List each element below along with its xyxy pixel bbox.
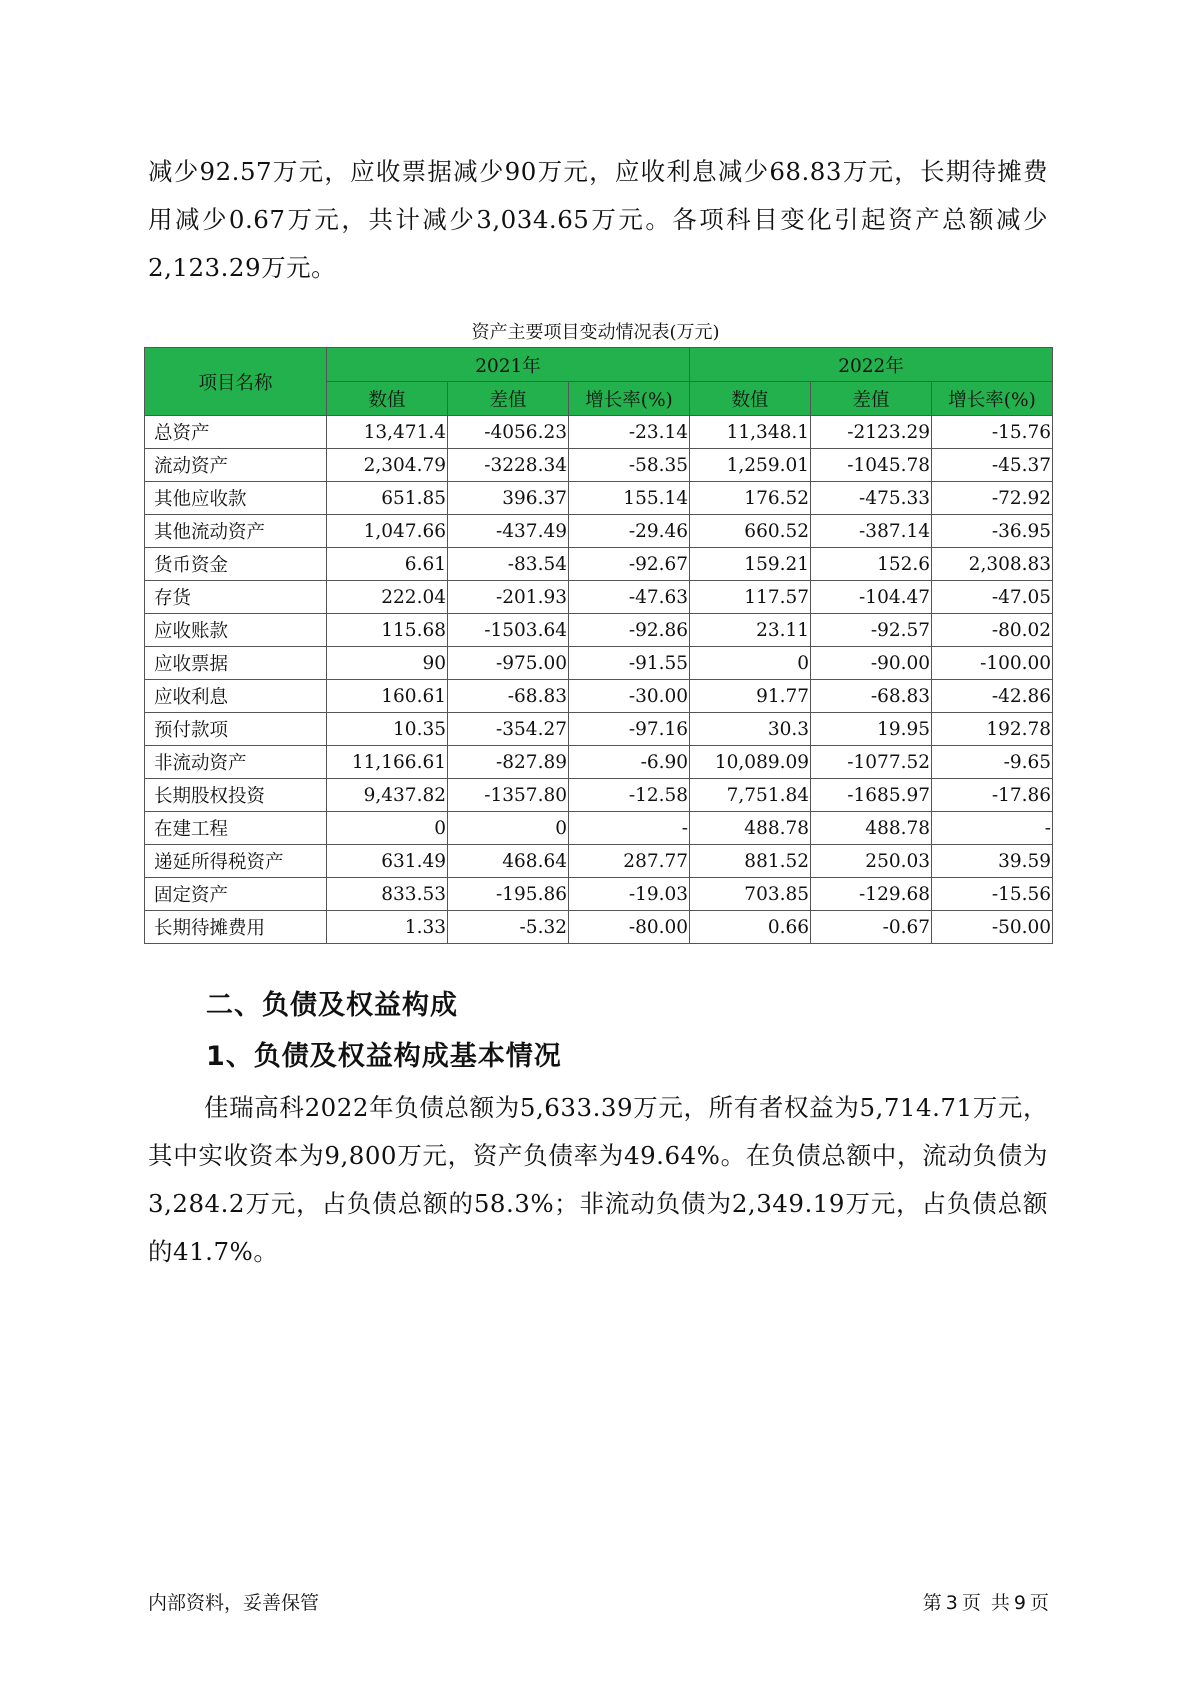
value-cell: -47.05 xyxy=(932,581,1053,614)
row-label-cell: 其他应收款 xyxy=(145,482,327,515)
value-cell: 160.61 xyxy=(327,680,448,713)
value-cell: -1503.64 xyxy=(448,614,569,647)
table-row xyxy=(145,911,1053,944)
sub-header: 增长率(%) xyxy=(569,382,690,416)
table-body xyxy=(145,416,1053,944)
value-cell: 91.77 xyxy=(690,680,811,713)
value-cell: -92.67 xyxy=(569,548,690,581)
value-cell: 7,751.84 xyxy=(690,779,811,812)
value-cell: -975.00 xyxy=(448,647,569,680)
row-label-cell: 递延所得税资产 xyxy=(145,845,327,878)
table-row xyxy=(145,449,1053,482)
value-cell: 0 xyxy=(690,647,811,680)
sub-header: 差值 xyxy=(811,382,932,416)
intro-paragraph: 减少92.57万元，应收票据减少90万元，应收利息减少68.83万元，长期待摊费用减少0.67万元，共计减少3,034.65万元。各项科目变化引起资产总额减少2,123.29万元。 xyxy=(148,157,1048,282)
row-label-cell: 固定资产 xyxy=(145,878,327,911)
value-cell: -475.33 xyxy=(811,482,932,515)
item-name-header: 项目名称 xyxy=(145,348,327,416)
value-cell: -437.49 xyxy=(448,515,569,548)
value-cell: 1,259.01 xyxy=(690,449,811,482)
value-cell: 287.77 xyxy=(569,845,690,878)
value-cell: -12.58 xyxy=(569,779,690,812)
row-label-cell: 存货 xyxy=(145,581,327,614)
assets-table xyxy=(144,347,1053,944)
value-cell: 90 xyxy=(327,647,448,680)
table-row xyxy=(145,845,1053,878)
value-cell: 192.78 xyxy=(932,713,1053,746)
row-label-cell: 预付款项 xyxy=(145,713,327,746)
value-cell: -100.00 xyxy=(932,647,1053,680)
value-cell: -19.03 xyxy=(569,878,690,911)
table-caption: 资产主要项目变动情况表(万元) xyxy=(471,322,720,343)
sub-header: 数值 xyxy=(690,382,811,416)
total-prefix: 共 xyxy=(990,1592,1010,1614)
value-cell: 6.61 xyxy=(327,548,448,581)
row-label-cell: 非流动资产 xyxy=(145,746,327,779)
value-cell: -45.37 xyxy=(932,449,1053,482)
value-cell: 23.11 xyxy=(690,614,811,647)
value-cell: 881.52 xyxy=(690,845,811,878)
page-prefix: 第 xyxy=(922,1592,942,1614)
value-cell: -97.16 xyxy=(569,713,690,746)
table-row xyxy=(145,614,1053,647)
value-cell: 13,471.4 xyxy=(327,416,448,449)
total-pages: 9 xyxy=(1013,1592,1026,1614)
value-cell: -15.56 xyxy=(932,878,1053,911)
row-label-cell: 流动资产 xyxy=(145,449,327,482)
value-cell: -1045.78 xyxy=(811,449,932,482)
row-label-cell: 其他流动资产 xyxy=(145,515,327,548)
value-cell: -68.83 xyxy=(448,680,569,713)
value-cell: -3228.34 xyxy=(448,449,569,482)
value-cell: 488.78 xyxy=(811,812,932,845)
value-cell: - xyxy=(569,812,690,845)
value-cell: -80.02 xyxy=(932,614,1053,647)
value-cell: -9.65 xyxy=(932,746,1053,779)
value-cell: -58.35 xyxy=(569,449,690,482)
row-label-cell: 长期待摊费用 xyxy=(145,911,327,944)
value-cell: -1685.97 xyxy=(811,779,932,812)
value-cell: -92.86 xyxy=(569,614,690,647)
table-row xyxy=(145,581,1053,614)
table-row xyxy=(145,812,1053,845)
footer-confidential-note: 内部资料，妥善保管 xyxy=(148,1592,320,1614)
value-cell: -15.76 xyxy=(932,416,1053,449)
value-cell: -36.95 xyxy=(932,515,1053,548)
value-cell: 1.33 xyxy=(327,911,448,944)
row-label-cell: 应收利息 xyxy=(145,680,327,713)
year-2022-header: 2022年 xyxy=(690,348,1053,382)
value-cell: -201.93 xyxy=(448,581,569,614)
row-label-cell: 应收账款 xyxy=(145,614,327,647)
value-cell: -17.86 xyxy=(932,779,1053,812)
value-cell: -387.14 xyxy=(811,515,932,548)
value-cell: 2,308.83 xyxy=(932,548,1053,581)
value-cell: 250.03 xyxy=(811,845,932,878)
value-cell: -2123.29 xyxy=(811,416,932,449)
value-cell: 115.68 xyxy=(327,614,448,647)
footer-page-indicator xyxy=(921,1588,1051,1615)
table-row xyxy=(145,482,1053,515)
value-cell: 0.66 xyxy=(690,911,811,944)
value-cell: -90.00 xyxy=(811,647,932,680)
table-row xyxy=(145,647,1053,680)
value-cell: -1357.80 xyxy=(448,779,569,812)
table-row xyxy=(145,878,1053,911)
value-cell: -23.14 xyxy=(569,416,690,449)
value-cell: 10.35 xyxy=(327,713,448,746)
value-cell: 651.85 xyxy=(327,482,448,515)
value-cell: 10,089.09 xyxy=(690,746,811,779)
value-cell: -29.46 xyxy=(569,515,690,548)
value-cell: 11,166.61 xyxy=(327,746,448,779)
value-cell: -30.00 xyxy=(569,680,690,713)
subsection-heading: 1、负债及权益构成基本情况 xyxy=(206,1041,562,1072)
table-row xyxy=(145,779,1053,812)
row-label-cell: 总资产 xyxy=(145,416,327,449)
table-row xyxy=(145,713,1053,746)
value-cell: 159.21 xyxy=(690,548,811,581)
sub-header: 差值 xyxy=(448,382,569,416)
year-2021-header: 2021年 xyxy=(327,348,690,382)
value-cell: 155.14 xyxy=(569,482,690,515)
value-cell: -5.32 xyxy=(448,911,569,944)
value-cell: 9,437.82 xyxy=(327,779,448,812)
sub-header: 数值 xyxy=(327,382,448,416)
page-number: 3 xyxy=(945,1592,958,1614)
value-cell: 152.6 xyxy=(811,548,932,581)
value-cell: 833.53 xyxy=(327,878,448,911)
value-cell: 488.78 xyxy=(690,812,811,845)
row-label-cell: 长期股权投资 xyxy=(145,779,327,812)
value-cell: 30.3 xyxy=(690,713,811,746)
sub-header: 增长率(%) xyxy=(932,382,1053,416)
value-cell: 117.57 xyxy=(690,581,811,614)
table-row xyxy=(145,548,1053,581)
body-paragraph: 佳瑞高科2022年负债总额为5,633.39万元，所有者权益为5,714.71万元，其中实收资本为9,800万元，资产负债率为49.64%。在负债总额中，流动负债为3,284.2万元，占负债总额的58.3%；非流动负债为2,349.19万元，占负债总额的41.7%。 xyxy=(148,1093,1048,1266)
value-cell: 0 xyxy=(448,812,569,845)
row-label-cell: 货币资金 xyxy=(145,548,327,581)
value-cell: 2,304.79 xyxy=(327,449,448,482)
value-cell: 222.04 xyxy=(327,581,448,614)
value-cell: -47.63 xyxy=(569,581,690,614)
value-cell: -827.89 xyxy=(448,746,569,779)
value-cell: -42.86 xyxy=(932,680,1053,713)
value-cell: 1,047.66 xyxy=(327,515,448,548)
value-cell: -72.92 xyxy=(932,482,1053,515)
table-row xyxy=(145,746,1053,779)
value-cell: -50.00 xyxy=(932,911,1053,944)
value-cell: 660.52 xyxy=(690,515,811,548)
value-cell: -91.55 xyxy=(569,647,690,680)
value-cell: 11,348.1 xyxy=(690,416,811,449)
value-cell: -68.83 xyxy=(811,680,932,713)
table-row xyxy=(145,680,1053,713)
value-cell: 39.59 xyxy=(932,845,1053,878)
value-cell: 19.95 xyxy=(811,713,932,746)
value-cell: -6.90 xyxy=(569,746,690,779)
value-cell: -129.68 xyxy=(811,878,932,911)
table-row xyxy=(145,515,1053,548)
value-cell: -80.00 xyxy=(569,911,690,944)
total-suffix: 页 xyxy=(1029,1592,1049,1614)
value-cell: -0.67 xyxy=(811,911,932,944)
value-cell: 396.37 xyxy=(448,482,569,515)
value-cell: -1077.52 xyxy=(811,746,932,779)
value-cell: 468.64 xyxy=(448,845,569,878)
value-cell: 631.49 xyxy=(327,845,448,878)
value-cell: -195.86 xyxy=(448,878,569,911)
row-label-cell: 应收票据 xyxy=(145,647,327,680)
section-heading: 二、负债及权益构成 xyxy=(206,990,458,1021)
value-cell: -92.57 xyxy=(811,614,932,647)
value-cell: - xyxy=(932,812,1053,845)
row-label-cell: 在建工程 xyxy=(145,812,327,845)
value-cell: -83.54 xyxy=(448,548,569,581)
value-cell: 176.52 xyxy=(690,482,811,515)
page-mid: 页 xyxy=(961,1592,981,1614)
value-cell: 703.85 xyxy=(690,878,811,911)
value-cell: -104.47 xyxy=(811,581,932,614)
value-cell: -4056.23 xyxy=(448,416,569,449)
value-cell: -354.27 xyxy=(448,713,569,746)
value-cell: 0 xyxy=(327,812,448,845)
table-row xyxy=(145,416,1053,449)
